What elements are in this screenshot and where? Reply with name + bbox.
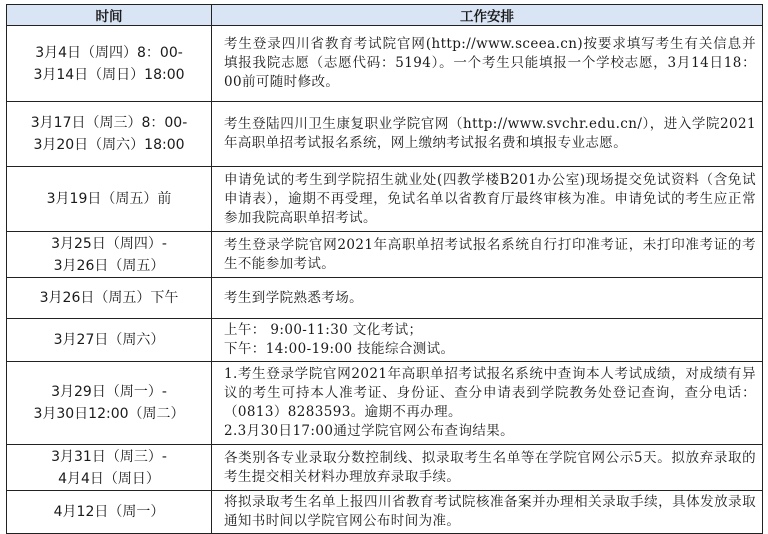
time-cell	[7, 232, 212, 278]
time-cell	[7, 445, 212, 491]
task-text: 考生登录学院官网2021年高职单招考试报名系统自行打印准考证，未打印准考证的考生不能参加考试。	[224, 236, 756, 272]
task-cell	[212, 445, 763, 491]
time-line: 3月17日（周三）8：00-	[30, 115, 188, 131]
time-line: 3月19日（周五）前	[46, 191, 172, 207]
table-row	[7, 232, 763, 278]
task-cell	[212, 102, 763, 167]
table-row	[7, 26, 763, 102]
time-cell	[7, 362, 212, 445]
time-line: 3月29日（周一）-	[51, 384, 167, 400]
time-line: 3月25日（周四）-	[51, 235, 167, 252]
table-row	[7, 167, 763, 232]
task-cell	[212, 278, 763, 319]
task-text: 将拟录取考生名单上报四川省教育考试院核准备案并办理相关录取手续，具体发放录取通知书时间以学院官网公布时间为准。	[224, 494, 756, 529]
table-row	[7, 319, 763, 362]
time-line: 3月26日（周五）下午	[39, 290, 179, 306]
table-row	[7, 102, 763, 167]
time-cell	[7, 102, 212, 167]
time-line: 4月4日（周日）	[58, 470, 160, 487]
header-task: 工作安排	[212, 5, 763, 26]
task-cell	[212, 167, 763, 232]
task-text: 2.3月30日17:00通过学院官网公布查询结果。	[224, 423, 515, 439]
task-cell	[212, 319, 763, 362]
time-line: 3月4日（周四）8：00-	[35, 44, 183, 61]
task-cell	[212, 362, 763, 445]
time-line: 3月20日（周六）18:00	[33, 137, 185, 153]
time-cell	[7, 167, 212, 232]
task-text: 考生到学院熟悉考场。	[224, 289, 363, 306]
schedule-document	[6, 4, 762, 534]
task-cell	[212, 491, 763, 534]
time-line: 3月31日（周三）-	[51, 448, 167, 465]
task-text: 申请免试的考生到学院招生就业处(四教学楼B201办公室)现场提交免试资料（含免试申请表），逾期不再受理，免试名单以省教育厅最终审核为准。申请免试的考生应正常参加我院高职单招考试。	[224, 171, 756, 226]
time-cell	[7, 26, 212, 102]
task-text: 下午：14:00-19:00 技能综合测试。	[224, 341, 455, 357]
header-time: 时间	[7, 5, 212, 26]
task-text: 考生登陆四川卫生康复职业学院官网（http://www.svchr.edu.cn/），进入学院2021年高职单招考试报名系统，网上缴纳考试报名费和填报专业志愿。	[224, 116, 756, 151]
time-line: 3月27日（周六）	[53, 332, 165, 348]
time-line: 4月12日（周一）	[53, 504, 165, 520]
table-row	[7, 362, 763, 445]
table-header-row	[7, 5, 763, 26]
task-text: 考生登录四川省教育考试院官网(http://www.sceea.cn)按要求填写考生有关信息并填报我院志愿（志愿代码：5194）。一个考生只能填报一个学校志愿，3月14日18：00前可随时修改。	[224, 36, 756, 90]
time-line: 3月14日（周日）18:00	[33, 66, 185, 83]
time-line: 3月30日12:00（周二）	[33, 406, 185, 422]
table-row	[7, 491, 763, 534]
time-cell	[7, 278, 212, 319]
time-cell	[7, 491, 212, 534]
table-row	[7, 445, 763, 491]
task-text: 1.考生登录学院官网2021年高职单招考试报名系统中查询本人考试成绩，对成绩有异议的考生可持本人准考证、身份证、查分申请表到学院教务处登记查询，查分电话：（0813）8283593。逾期不再办理。	[224, 366, 756, 420]
schedule-table	[6, 4, 763, 534]
task-cell	[212, 232, 763, 278]
time-line: 3月26日（周五）	[53, 257, 165, 274]
task-cell	[212, 26, 763, 102]
task-text: 上午： 9:00-11:30 文化考试；	[224, 322, 423, 338]
time-cell	[7, 319, 212, 362]
task-text: 各类别各专业录取分数控制线、拟录取考生名单等在学院官网公示5天。拟放弃录取的考生提交相关材料办理放弃录取手续。	[224, 449, 756, 485]
table-row	[7, 278, 763, 319]
